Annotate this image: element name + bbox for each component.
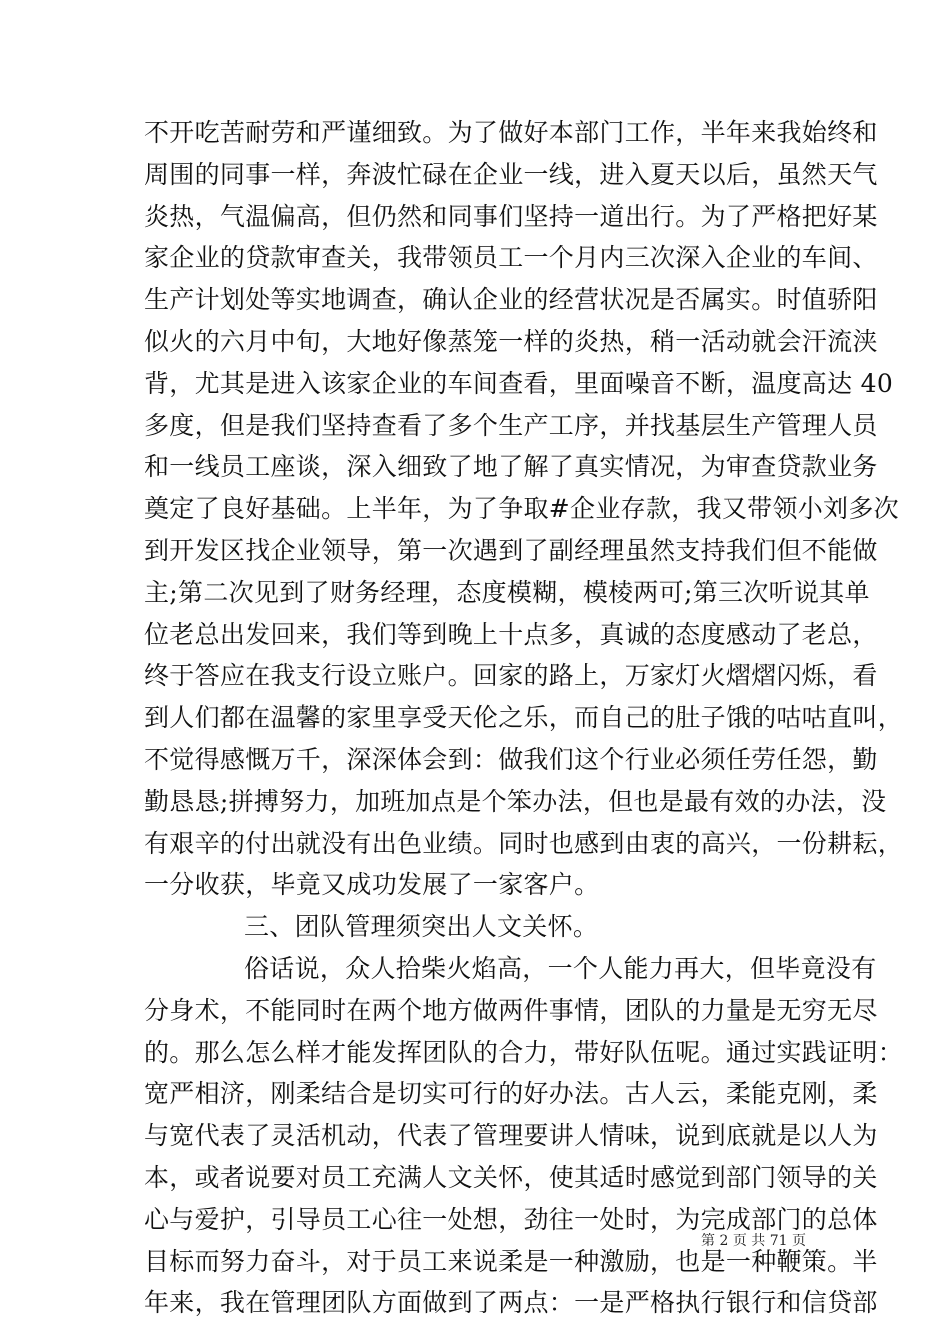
text-line: 的。那么怎么样才能发挥团队的合力，带好队伍呢。通过实践证明：: [144, 1037, 904, 1067]
text-line: 似火的六月中旬，大地好像蒸笼一样的炎热，稍一活动就会汗流浃: [144, 326, 878, 356]
text-line: 到人们都在温馨的家里享受天伦之乐，而自己的肚子饿的咕咕直叫，: [144, 703, 904, 733]
text-line: 有艰辛的付出就没有出色业绩。同时也感到由衷的高兴，一份耕耘，: [144, 828, 904, 858]
text-line: 生产计划处等实地调查，确认企业的经营状况是否属实。时值骄阳: [144, 285, 878, 315]
text-line: 到开发区找企业领导，第一次遇到了副经理虽然支持我们但不能做: [144, 535, 878, 565]
text-line: 本，或者说要对员工充满人文关怀，使其适时感觉到部门领导的关: [144, 1162, 878, 1192]
text-line: 家企业的贷款审查关，我带领员工一个月内三次深入企业的车间、: [144, 243, 878, 273]
text-line: 勤恳恳;拼搏努力，加班加点是个笨办法，但也是最有效的办法，没: [144, 786, 887, 816]
text-line: 分身术，不能同时在两个地方做两件事情，团队的力量是无穷无尽: [144, 995, 878, 1025]
text-line: 宽严相济，刚柔结合是切实可行的好办法。古人云，柔能克刚，柔: [144, 1079, 878, 1109]
text-line: 奠定了良好基础。上半年，为了争取#企业存款，我又带领小刘多次: [144, 494, 899, 524]
text-line: 位老总出发回来，我们等到晚上十点多，真诚的态度感动了老总，: [144, 619, 878, 649]
text-line: 俗话说，众人拾柴火焰高，一个人能力再大，但毕竟没有: [244, 953, 877, 983]
text-line: 不开吃苦耐劳和严谨细致。为了做好本部门工作，半年来我始终和: [144, 118, 878, 147]
text-line: 背，尤其是进入该家企业的车间查看，里面噪音不断，温度高达 40: [144, 368, 894, 398]
text-line: 主;第二次见到了财务经理，态度模糊，模棱两可;第三次听说其单: [144, 577, 870, 607]
text-line: 一分收获，毕竟又成功发展了一家客户。: [144, 870, 600, 900]
text-line: 炎热，气温偏高，但仍然和同事们坚持一道出行。为了严格把好某: [144, 201, 878, 231]
section-heading: 三、团队管理须突出人文关怀。: [244, 912, 599, 942]
text-line: 目标而努力奋斗，对于员工来说柔是一种激励，也是一种鞭策。半: [144, 1246, 878, 1276]
text-line: 终于答应在我支行设立账户。回家的路上，万家灯火熠熠闪烁，看: [144, 661, 878, 691]
text-line: 和一线员工座谈，深入细致了地了解了真实情况，为审查贷款业务: [144, 452, 878, 482]
text-line: 与宽代表了灵活机动，代表了管理要讲人情味，说到底就是以人为: [144, 1121, 878, 1151]
text-line: 周围的同事一样，奔波忙碌在企业一线，进入夏天以后，虽然天气: [144, 159, 878, 189]
text-line: 年来，我在管理团队方面做到了两点：一是严格执行银行和信贷部: [144, 1288, 878, 1318]
text-line: 心与爱护，引导员工心往一处想，劲往一处时，为完成部门的总体: [144, 1204, 878, 1234]
text-line: 不觉得感慨万千，深深体会到：做我们这个行业必须任劳任怨，勤: [144, 744, 878, 774]
page-number-footer: 第 2 页 共 71 页: [701, 1233, 806, 1249]
text-line: 多度，但是我们坚持查看了多个生产工序，并找基层生产管理人员: [144, 410, 878, 440]
body-text: [144, 112, 904, 1324]
